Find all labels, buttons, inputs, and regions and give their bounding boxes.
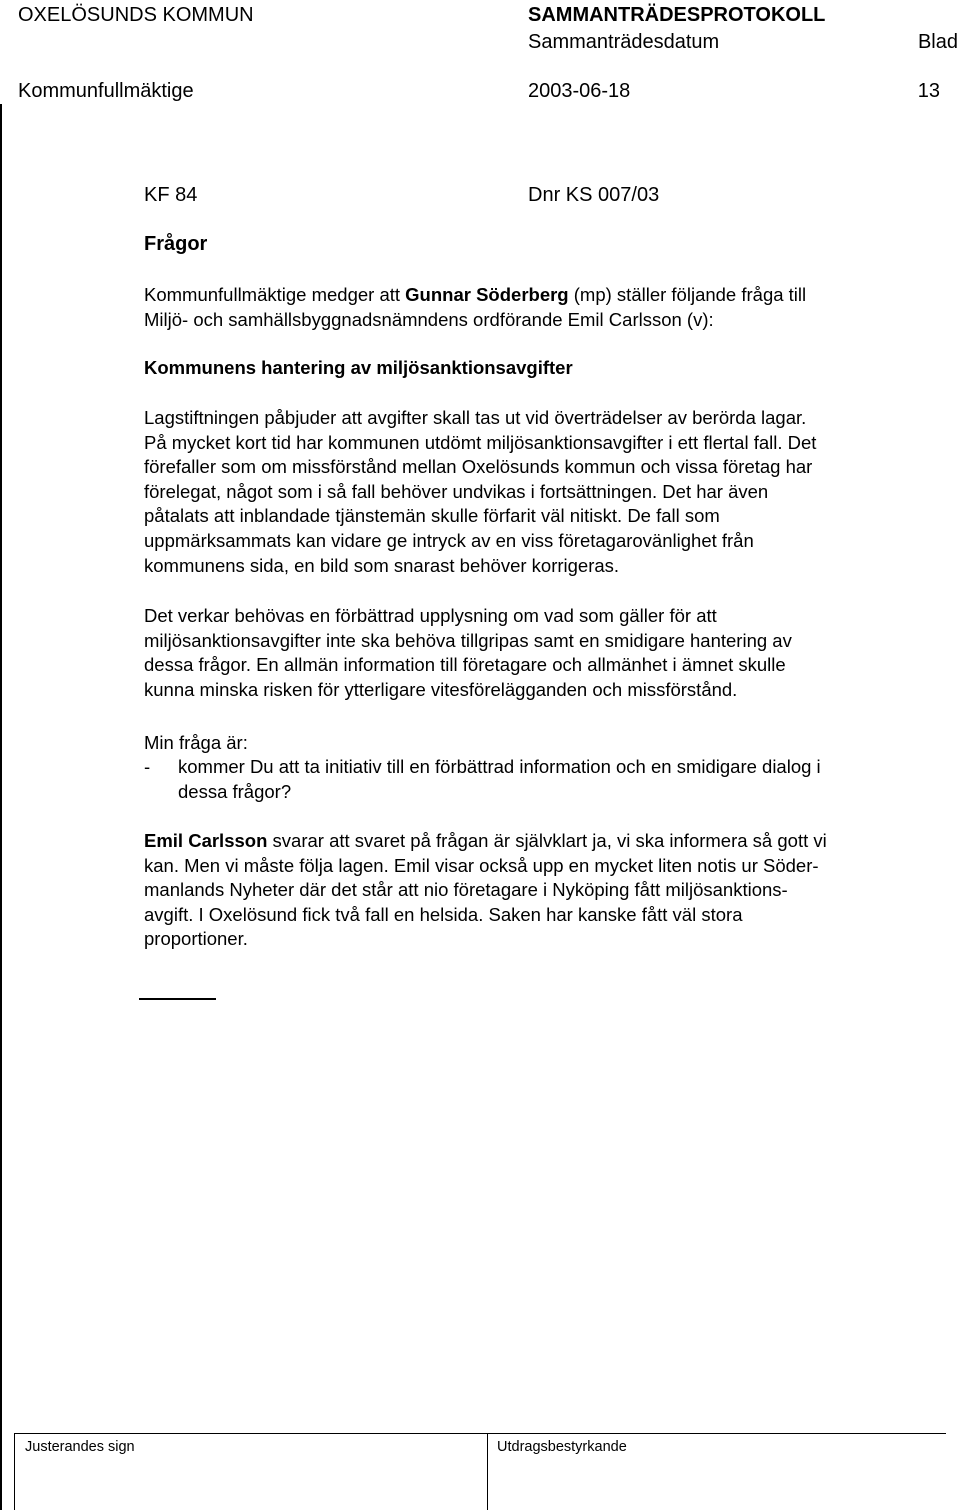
answer-speaker: Emil Carlsson bbox=[144, 830, 268, 851]
paragraph-1-line: förefaller som om missförstånd mellan Oxelösunds kommun och vissa företag har bbox=[144, 456, 813, 478]
page-label: Blad bbox=[917, 31, 958, 53]
questioner-name: Gunnar Söderberg bbox=[405, 284, 569, 305]
paragraph-number-text: KF 84 bbox=[144, 184, 198, 206]
question-title: Kommunens hantering av miljösanktionsavgifter bbox=[144, 357, 573, 378]
date-label: Sammanträdesdatum bbox=[528, 31, 720, 53]
paragraph-1-line: kommunens sida, en bild som snarast behöver korrigeras. bbox=[144, 554, 620, 576]
question-dash: - bbox=[144, 756, 151, 777]
footer-top-rule bbox=[14, 1433, 946, 1434]
paragraph-1-line: uppmärksammats kan vidare ge intryck av en viss företagarovänlighet från bbox=[144, 529, 754, 551]
left-margin-rule bbox=[0, 104, 2, 1510]
paragraph-number bbox=[144, 183, 197, 207]
answer-text: svarar att svaret på frågan är självklart ja, vi ska informera så gott vi bbox=[267, 830, 827, 851]
paragraph-1-line: påtalats att inblandade tjänstemän skulle förfarit väl nitiskt. De fall som bbox=[144, 505, 720, 527]
body-name: Kommunfullmäktige bbox=[18, 80, 194, 102]
intro-text-a: Kommunfullmäktige medger att bbox=[144, 284, 406, 305]
extract-label: Utdragsbestyrkande bbox=[497, 1439, 627, 1455]
sign-label: Justerandes sign bbox=[25, 1439, 135, 1455]
paragraph-2-line: Det verkar behövas en förbättrad upplysning om vad som gäller för att bbox=[144, 605, 717, 626]
answer-line: proportioner. bbox=[144, 928, 248, 950]
paragraph-2-line: miljösanktionsavgifter inte ska behöva tillgripas samt en smidigare hantering av bbox=[144, 629, 792, 651]
footer-divider bbox=[487, 1433, 488, 1510]
answer-paragraph bbox=[144, 829, 944, 952]
paragraph-2-line: dessa frågor. En allmän information till företagare och allmänhet i ämnet skulle bbox=[144, 654, 786, 676]
paragraph-1 bbox=[144, 406, 944, 578]
answer-line-1 bbox=[144, 829, 944, 854]
municipality-name: OXELÖSUNDS KOMMUN bbox=[18, 4, 254, 26]
intro-text-b: (mp) ställer följande fråga till bbox=[568, 284, 807, 305]
closing-rule bbox=[139, 998, 216, 1000]
paragraph-1-line: Lagstiftningen påbjuder att avgifter skall tas ut vid överträdelser av berörda lagar. bbox=[144, 407, 807, 428]
intro-line-1 bbox=[144, 283, 944, 308]
intro-paragraph bbox=[144, 283, 944, 332]
item-heading: Frågor bbox=[144, 233, 208, 255]
paragraph-1-line: förelegat, något som i så fall behöver undvikas i fortsättningen. Det har även bbox=[144, 480, 769, 502]
footer-left-rule bbox=[14, 1433, 15, 1510]
paragraph-2-line: kunna minska risken för ytterligare vitesförelägganden och missförstånd. bbox=[144, 678, 738, 700]
meeting-date: 2003-06-18 bbox=[528, 80, 631, 102]
page-number: 13 bbox=[917, 80, 940, 102]
answer-line: avgift. I Oxelösund fick två fall en helsida. Saken har kanske fått väl stora bbox=[144, 903, 743, 925]
my-question-label: Min fråga är: bbox=[144, 732, 248, 753]
paragraph-1-line: På mycket kort tid har kommunen utdömt miljösanktionsavgifter i ett flertal fall. Det bbox=[144, 431, 817, 453]
question-line: kommer Du att ta initiativ till en förbättrad information och en smidigare dialog i bbox=[178, 756, 821, 777]
answer-line: manlands Nyheter där det står att nio företagare i Nyköping fått miljösanktions- bbox=[144, 879, 788, 901]
question-text bbox=[178, 755, 948, 804]
question-line: dessa frågor? bbox=[178, 780, 292, 802]
answer-line: kan. Men vi måste följa lagen. Emil visar också upp en mycket liten notis ur Söder- bbox=[144, 854, 819, 876]
paragraph-2 bbox=[144, 604, 944, 702]
intro-line-2: Miljö- och samhällsbyggnadsnämndens ordförande Emil Carlsson (v): bbox=[144, 308, 714, 330]
document-type: SAMMANTRÄDESPROTOKOLL bbox=[528, 4, 826, 26]
diary-number: Dnr KS 007/03 bbox=[528, 184, 660, 206]
